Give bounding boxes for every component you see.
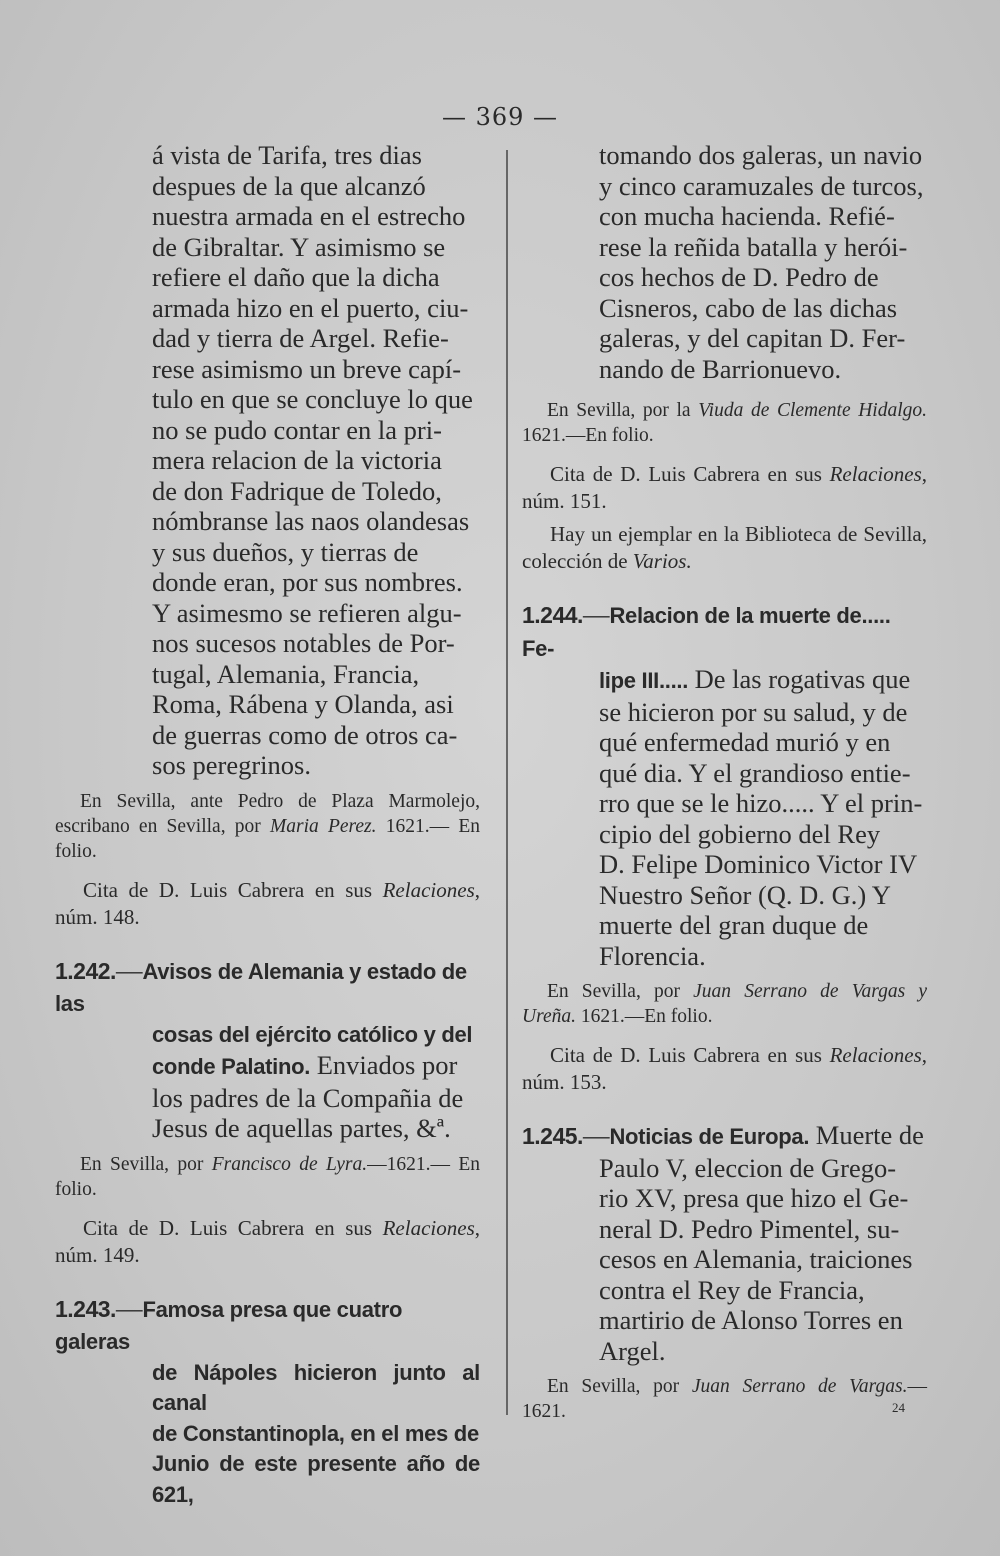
text-line: se hicieron por su salud, y de (599, 696, 908, 727)
entry-heading: Noticias de Europa. (609, 1124, 810, 1149)
entry-number: 1.242. (55, 957, 116, 984)
text-line: nos sucesos notables de Por- (152, 628, 455, 658)
text-line: de don Fadrique de Toledo, (152, 475, 442, 506)
imprint-note: En Sevilla, ante Pedro de Plaza Marmolejo, escribano en Sevilla, por Maria Perez. 1621.— En folio. (55, 790, 480, 862)
text-line: tomando dos galeras, un navio (599, 140, 923, 170)
entry-heading-line: lipe III..... (599, 668, 689, 693)
text-line: y sus dueños, y tierras de (152, 536, 419, 567)
text-line: sos peregrinos. (152, 750, 311, 780)
text-line: armada hizo en el puerto, ciu- (152, 292, 469, 323)
text-line: De las rogativas que (688, 664, 911, 694)
printer-name: Juan Serrano de Vargas. (691, 1376, 908, 1397)
text-line: tulo en que se concluye lo que (152, 384, 473, 414)
text-line: neral D. Pedro Pimentel, su- (599, 1213, 900, 1244)
entry-heading-line: de Constantinopla, en el mes de (152, 1420, 479, 1446)
text-line: rio XV, presa que hizo el Ge- (599, 1183, 909, 1213)
library-note: Hay un ejemplar en la Biblioteca de Sevilla, colección de Varios. (522, 522, 927, 573)
entry-heading-line: cosas del ejército católico y del (152, 1021, 473, 1047)
citation-note: Cita de D. Luis Cabrera en sus Relaciones, núm. 151. (522, 462, 927, 513)
entry-number: 1.243. (55, 1295, 116, 1322)
imprint-note: En Sevilla, por Francisco de Lyra.—1621.— En folio. (55, 1153, 480, 1200)
text-line: Argel. (599, 1335, 666, 1366)
cited-work: Relaciones (382, 1215, 475, 1240)
text-line: cipio del gobierno del Rey (599, 818, 881, 849)
text-line: rro que se le hizo..... Y el prin- (599, 788, 923, 818)
entry-heading: Relacion de la muerte de..... Fe- (522, 603, 891, 661)
text-line: dad y tierra de Argel. Refie- (152, 323, 449, 353)
text-line: los padres de la Compañia de (152, 1082, 464, 1113)
text-line: con mucha hacienda. Refié- (599, 201, 895, 231)
printer-name: Francisco de Lyra. (211, 1153, 368, 1175)
text-line: rese la reñida batalla y herói- (599, 231, 908, 262)
text-line: cos hechos de D. Pedro de (599, 262, 879, 292)
entry-heading: Avisos de Alemania y estado de las (55, 958, 467, 1016)
cited-work: Relaciones (829, 462, 922, 486)
right-column (522, 140, 927, 1424)
catalog-entry-1243: 1.243.—Famosa presa que cuatro galeras de Nápoles hicieron junto al canal de Constantinopla, en el mes de Junio de este presente año de 621, (55, 1293, 480, 1511)
collection-name: Varios. (632, 549, 692, 573)
text-line: contra el Rey de Francia, (599, 1274, 865, 1305)
text-line: Cisneros, cabo de las dichas (599, 292, 898, 323)
entry-heading: Famosa presa que cuatro galeras (55, 1296, 403, 1354)
signature-mark: 24 (892, 1400, 905, 1415)
text-line: Enviados por (310, 1050, 458, 1080)
text-line: martirio de Alonso Torres en (599, 1305, 903, 1335)
entry-heading-line: de Nápoles hicieron junto al canal (152, 1359, 480, 1415)
text-line: nando de Barrionuevo. (599, 353, 842, 384)
entry-heading-line: conde Palatino. (152, 1054, 311, 1079)
text-line: de Gibraltar. Y asimismo se (152, 231, 446, 262)
text-line: donde eran, por sus nombres. (152, 567, 463, 597)
text-line: Jesus de aquellas partes, &ª. (152, 1113, 451, 1143)
imprint-note: En Sevilla, por la Viuda de Clemente Hidalgo. 1621.—En folio. (522, 400, 927, 446)
catalog-entry-1244: 1.244.—Relacion de la muerte de..... Fe- lipe III..... De las rogativas que se hicieron por su salud, y de qué enfermedad murió y en qué dia. Y el grandioso entie- rro que se le hizo..... Y el prin- cipio del gobierno del Rey D. Felipe Dominico Victor IV Nuestro Señor (Q. D. G.) Y muerte del gran duque de Florencia. (522, 599, 927, 971)
text-line: muerte del gran duque de (599, 910, 869, 940)
text-line: y cinco caramuzales de turcos, (599, 170, 924, 201)
text-line: nómbranse las naos olandesas (152, 506, 470, 536)
printer-name: Maria Perez. (270, 815, 377, 837)
text-line: Y asimesmo se refieren algu- (152, 597, 462, 628)
text-line: de guerras como de otros ca- (152, 719, 458, 750)
continued-paragraph (522, 140, 927, 384)
entry-number: 1.245. (522, 1123, 583, 1149)
text-line: no se pudo contar en la pri- (152, 414, 442, 445)
text-line: despues de la que alcanzó (152, 170, 426, 201)
text-line: rese asimismo un breve capí- (152, 353, 462, 384)
catalog-entry-1245: 1.245.—Noticias de Europa. Muerte de Paulo V, eleccion de Grego- rio XV, presa que hizo el Ge- neral D. Pedro Pimentel, su- cesos en Alemania, traiciones contra el Rey de Francia, martirio de Alonso Torres en Argel. (522, 1120, 927, 1366)
citation-note: Cita de D. Luis Cabrera en sus Relaciones, núm. 153. (522, 1043, 927, 1094)
text-line: Muerte de (809, 1120, 924, 1150)
text-line: mera relacion de la victoria (152, 445, 442, 475)
text-line: qué dia. Y el grandioso entie- (599, 757, 911, 788)
text-line: Florencia. (599, 940, 706, 971)
text-line: D. Felipe Dominico Victor IV (599, 849, 918, 879)
text-line: Roma, Rábena y Olanda, asi (152, 689, 454, 719)
left-column (55, 140, 480, 1510)
text-line: á vista de Tarifa, tres dias (152, 140, 422, 170)
text-line: Nuestro Señor (Q. D. G.) Y (599, 879, 891, 910)
printer-name: Viuda de Clemente Hidalgo. (698, 400, 927, 421)
continued-paragraph (55, 140, 480, 781)
citation-note: Cita de D. Luis Cabrera en sus Relaciones, núm. 148. (55, 877, 480, 929)
catalog-entry-1242: 1.242.—Avisos de Alemania y estado de las cosas del ejército católico y del conde Palatino. Enviados por los padres de la Compañia de Jesus de aquellas partes, &ª. (55, 955, 480, 1144)
text-line: tugal, Alemania, Francia, (152, 658, 420, 689)
text-line: cesos en Alemania, traiciones (599, 1244, 913, 1274)
entry-heading-line: Junio de este presente año de 621, (152, 1451, 480, 1507)
text-line: nuestra armada en el estrecho (152, 201, 466, 231)
text-line: qué enfermedad murió y en (599, 727, 891, 757)
text-line: Paulo V, eleccion de Grego- (599, 1152, 897, 1183)
imprint-note: En Sevilla, por Juan Serrano de Vargas.— 1621. (522, 1376, 927, 1422)
citation-note: Cita de D. Luis Cabrera en sus Relaciones, núm. 149. (55, 1215, 480, 1267)
text-line: galeras, y del capitan D. Fer- (599, 323, 906, 353)
cited-work: Relaciones (829, 1043, 922, 1067)
cited-work: Relaciones (382, 877, 475, 902)
column-divider (506, 150, 508, 1415)
text-line: refiere el daño que la dicha (152, 262, 440, 292)
printer-name: Juan Serrano de Vargas y Ureña. (522, 981, 927, 1027)
page-number: — 369 — (441, 103, 559, 131)
entry-number: 1.244. (522, 602, 583, 628)
imprint-note: En Sevilla, por Juan Serrano de Vargas y Ureña. 1621.—En folio. (522, 981, 927, 1027)
